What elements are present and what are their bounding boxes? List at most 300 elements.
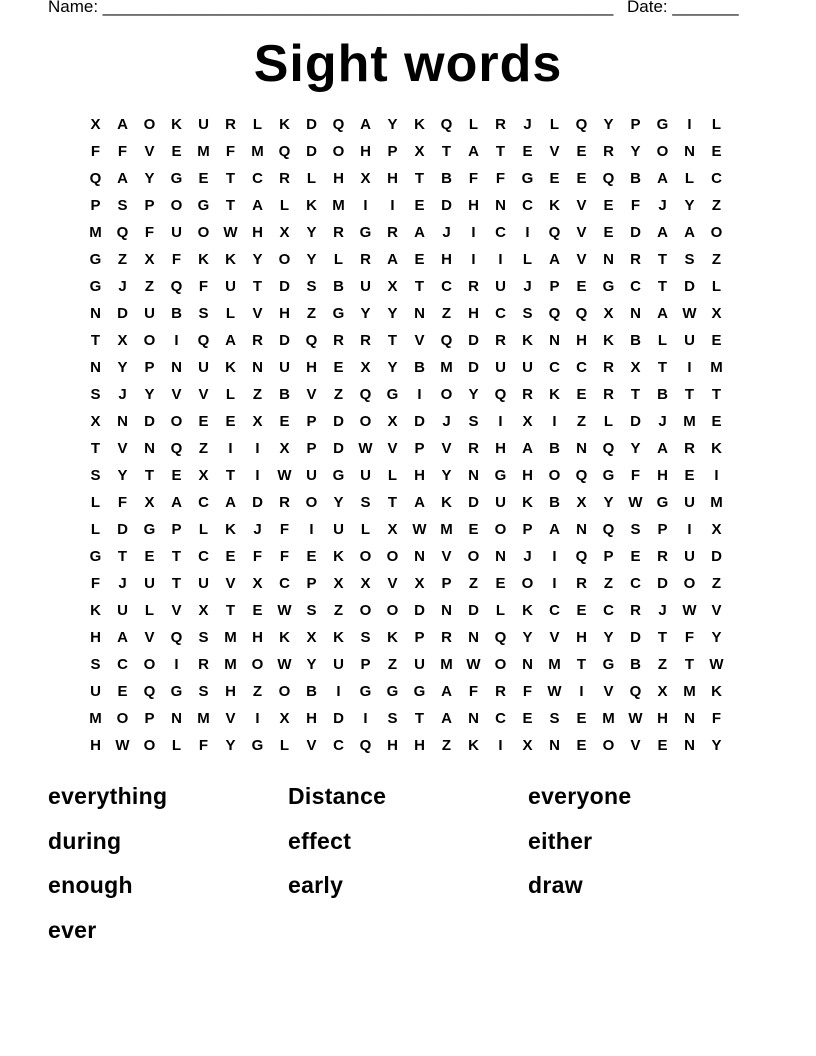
grid-letter: A: [117, 629, 128, 646]
grid-letter: J: [118, 575, 127, 592]
grid-letter: T: [117, 548, 128, 565]
grid-letter: W: [682, 602, 697, 619]
grid-letter: D: [306, 116, 317, 133]
word-list-item: everything: [48, 783, 168, 809]
grid-letter: R: [333, 332, 344, 349]
grid-letter: L: [711, 278, 722, 295]
grid-letter: Z: [198, 440, 209, 457]
grid-letter: E: [684, 467, 695, 484]
grid-letter: T: [657, 251, 668, 268]
grid-letter: U: [198, 575, 209, 592]
grid-letter: V: [711, 602, 722, 619]
grid-letter: R: [468, 278, 479, 295]
grid-letter: B: [414, 359, 425, 376]
grid-letter: W: [115, 737, 130, 754]
grid-letter: B: [171, 305, 182, 322]
grid-letter: M: [710, 494, 723, 511]
grid-letter: Z: [468, 575, 479, 592]
grid-letter: X: [279, 440, 290, 457]
grid-letter: G: [602, 656, 615, 673]
grid-letter: Y: [468, 386, 479, 403]
word-list-item: draw: [528, 872, 583, 898]
grid-letter: Y: [711, 737, 722, 754]
grid-letter: T: [630, 386, 641, 403]
grid-letter: U: [360, 278, 371, 295]
grid-letter: Y: [603, 116, 614, 133]
grid-letter: I: [255, 440, 260, 457]
grid-letter: N: [441, 602, 452, 619]
grid-letter: Q: [602, 170, 615, 187]
grid-letter: E: [117, 683, 128, 700]
grid-letter: K: [522, 602, 533, 619]
grid-letter: N: [90, 305, 101, 322]
grid-letter: I: [552, 548, 557, 565]
grid-letter: I: [525, 224, 530, 241]
grid-letter: S: [549, 710, 560, 727]
grid-letter: C: [495, 224, 506, 241]
grid-letter: E: [252, 602, 263, 619]
grid-letter: Y: [306, 224, 317, 241]
grid-letter: N: [468, 467, 479, 484]
grid-letter: T: [414, 710, 425, 727]
grid-letter: Q: [305, 332, 318, 349]
grid-letter: X: [90, 413, 101, 430]
grid-letter: B: [630, 656, 641, 673]
grid-letter: K: [522, 494, 533, 511]
grid-letter: X: [711, 305, 722, 322]
grid-letter: Y: [684, 197, 695, 214]
grid-letter: C: [198, 548, 209, 565]
grid-letter: H: [225, 683, 236, 700]
grid-letter: H: [657, 710, 668, 727]
grid-letter: X: [252, 413, 263, 430]
grid-letter: R: [603, 143, 614, 160]
grid-letter: F: [468, 170, 479, 187]
grid-letter: U: [333, 521, 344, 538]
grid-letter: K: [225, 251, 236, 268]
grid-letter: Z: [711, 575, 722, 592]
grid-letter: L: [252, 116, 263, 133]
grid-letter: H: [252, 224, 263, 241]
grid-letter: J: [442, 224, 451, 241]
grid-letter: S: [684, 251, 695, 268]
grid-letter: T: [711, 386, 722, 403]
grid-letter: C: [603, 602, 614, 619]
grid-letter: E: [711, 143, 722, 160]
grid-letter: S: [198, 683, 209, 700]
grid-letter: Y: [441, 467, 452, 484]
grid-letter: K: [279, 629, 290, 646]
worksheet-title: Sight words: [253, 35, 563, 93]
grid-letter: F: [198, 737, 209, 754]
grid-letter: Q: [278, 143, 291, 160]
grid-letter: K: [225, 359, 236, 376]
grid-letter: T: [144, 467, 155, 484]
grid-letter: V: [252, 305, 263, 322]
grid-letter: R: [360, 251, 371, 268]
grid-letter: Q: [143, 683, 156, 700]
grid-letter: R: [495, 332, 506, 349]
grid-letter: H: [90, 629, 101, 646]
grid-letter: M: [224, 629, 237, 646]
grid-letter: R: [603, 359, 614, 376]
grid-letter: K: [441, 494, 452, 511]
grid-letter: U: [495, 494, 506, 511]
grid-letter: U: [495, 359, 506, 376]
grid-letter: I: [498, 737, 503, 754]
grid-letter: A: [387, 251, 398, 268]
grid-letter: X: [522, 737, 533, 754]
grid-letter: I: [714, 467, 719, 484]
grid-letter: Q: [602, 440, 615, 457]
grid-letter: T: [225, 602, 236, 619]
grid-letter: C: [198, 494, 209, 511]
grid-letter: C: [495, 710, 506, 727]
grid-letter: P: [549, 278, 560, 295]
grid-letter: X: [90, 116, 101, 133]
grid-letter: O: [116, 710, 129, 727]
grid-letter: Y: [387, 116, 398, 133]
grid-letter: G: [89, 251, 102, 268]
grid-letter: G: [413, 683, 426, 700]
grid-letter: V: [576, 197, 587, 214]
grid-letter: N: [90, 359, 101, 376]
grid-letter: G: [251, 737, 264, 754]
grid-letter: V: [576, 251, 587, 268]
grid-letter: U: [144, 575, 155, 592]
grid-letter: J: [253, 521, 262, 538]
grid-letter: O: [656, 143, 669, 160]
grid-letter: S: [90, 656, 101, 673]
grid-letter: R: [225, 116, 236, 133]
grid-letter: Q: [197, 332, 210, 349]
grid-letter: T: [252, 278, 263, 295]
grid-letter: P: [90, 197, 101, 214]
grid-letter: W: [358, 440, 373, 457]
grid-letter: E: [657, 737, 668, 754]
grid-letter: A: [657, 224, 668, 241]
grid-letter: F: [711, 710, 722, 727]
grid-letter: D: [468, 602, 479, 619]
grid-letter: B: [630, 332, 641, 349]
grid-letter: F: [630, 467, 641, 484]
grid-letter: I: [363, 197, 368, 214]
grid-letter: A: [414, 494, 425, 511]
grid-letter: K: [333, 548, 344, 565]
grid-letter: Y: [630, 143, 641, 160]
grid-letter: E: [522, 710, 533, 727]
grid-letter: O: [143, 656, 156, 673]
grid-letter: Y: [333, 494, 344, 511]
grid-letter: C: [549, 359, 560, 376]
grid-letter: V: [117, 440, 128, 457]
grid-letter: A: [441, 710, 452, 727]
grid-letter: K: [549, 197, 560, 214]
grid-letter: D: [414, 602, 425, 619]
grid-letter: L: [306, 170, 317, 187]
grid-letter: W: [547, 683, 562, 700]
grid-letter: E: [414, 197, 425, 214]
grid-letter: X: [198, 602, 209, 619]
grid-letter: Y: [306, 656, 317, 673]
grid-letter: V: [630, 737, 641, 754]
grid-letter: O: [494, 521, 507, 538]
grid-letter: L: [279, 737, 290, 754]
grid-letter: S: [90, 386, 101, 403]
grid-letter: R: [333, 224, 344, 241]
grid-letter: Y: [711, 629, 722, 646]
grid-letter: O: [332, 143, 345, 160]
grid-letter: Z: [333, 386, 344, 403]
grid-letter: Q: [440, 116, 453, 133]
grid-letter: B: [333, 278, 344, 295]
grid-letter: W: [628, 710, 643, 727]
grid-letter: M: [251, 143, 264, 160]
grid-letter: J: [658, 413, 667, 430]
grid-letter: C: [252, 170, 263, 187]
grid-letter: D: [144, 413, 155, 430]
grid-letter: H: [279, 305, 290, 322]
grid-letter: Q: [575, 116, 588, 133]
grid-letter: C: [711, 170, 722, 187]
grid-letter: Y: [387, 305, 398, 322]
grid-letter: U: [198, 116, 209, 133]
grid-letter: V: [144, 143, 155, 160]
grid-letter: P: [441, 575, 452, 592]
grid-letter: Y: [603, 494, 614, 511]
grid-letter: N: [684, 143, 695, 160]
grid-letter: G: [602, 278, 615, 295]
grid-letter: C: [522, 197, 533, 214]
grid-letter: Z: [441, 737, 452, 754]
grid-letter: Q: [575, 548, 588, 565]
grid-letter: E: [711, 413, 722, 430]
grid-letter: R: [495, 116, 506, 133]
grid-letter: G: [143, 521, 156, 538]
grid-letter: Q: [359, 386, 372, 403]
grid-letter: L: [549, 116, 560, 133]
grid-letter: W: [412, 521, 427, 538]
grid-letter: U: [684, 548, 695, 565]
grid-letter: V: [441, 548, 452, 565]
grid-letter: H: [333, 170, 344, 187]
grid-letter: G: [656, 116, 669, 133]
grid-letter: F: [198, 278, 209, 295]
grid-letter: O: [278, 251, 291, 268]
grid-letter: E: [333, 359, 344, 376]
grid-letter: R: [441, 629, 452, 646]
grid-letter: N: [576, 521, 587, 538]
grid-letter: Y: [387, 359, 398, 376]
grid-letter: B: [279, 386, 290, 403]
grid-letter: W: [223, 224, 238, 241]
grid-letter: N: [684, 737, 695, 754]
grid-letter: F: [495, 170, 506, 187]
grid-letter: H: [576, 629, 587, 646]
grid-letter: M: [602, 710, 615, 727]
grid-letter: X: [117, 332, 128, 349]
grid-letter: K: [90, 602, 101, 619]
grid-letter: A: [171, 494, 182, 511]
grid-letter: E: [603, 197, 614, 214]
grid-letter: X: [387, 521, 398, 538]
grid-letter: D: [279, 278, 290, 295]
grid-letter: H: [252, 629, 263, 646]
grid-letter: Y: [360, 305, 371, 322]
grid-letter: N: [495, 197, 506, 214]
grid-letter: P: [387, 143, 398, 160]
grid-letter: D: [279, 332, 290, 349]
grid-letter: Z: [252, 386, 263, 403]
grid-letter: P: [360, 656, 371, 673]
grid-letter: V: [414, 332, 425, 349]
grid-letter: X: [522, 413, 533, 430]
grid-letter: H: [657, 467, 668, 484]
grid-letter: D: [684, 278, 695, 295]
grid-letter: X: [711, 521, 722, 538]
grid-letter: O: [170, 197, 183, 214]
grid-letter: E: [576, 602, 587, 619]
grid-letter: T: [90, 440, 101, 457]
grid-letter: E: [414, 251, 425, 268]
grid-letter: O: [305, 494, 318, 511]
grid-letter: Y: [252, 251, 263, 268]
grid-letter: Y: [144, 386, 155, 403]
grid-letter: R: [468, 440, 479, 457]
grid-letter: P: [144, 359, 155, 376]
grid-letter: K: [549, 386, 560, 403]
grid-letter: V: [306, 386, 317, 403]
grid-letter: I: [255, 467, 260, 484]
grid-letter: O: [440, 386, 453, 403]
grid-letter: U: [522, 359, 533, 376]
grid-letter: V: [576, 224, 587, 241]
grid-letter: E: [711, 332, 722, 349]
grid-letter: C: [117, 656, 128, 673]
grid-letter: T: [657, 359, 668, 376]
grid-letter: E: [576, 278, 587, 295]
grid-letter: K: [171, 116, 182, 133]
grid-letter: B: [630, 170, 641, 187]
grid-letter: E: [549, 170, 560, 187]
grid-letter: O: [359, 548, 372, 565]
grid-letter: L: [279, 197, 290, 214]
grid-letter: D: [468, 494, 479, 511]
grid-letter: H: [360, 143, 371, 160]
grid-letter: E: [576, 386, 587, 403]
grid-letter: M: [548, 656, 561, 673]
grid-letter: U: [684, 332, 695, 349]
grid-letter: Y: [117, 467, 128, 484]
grid-letter: C: [441, 278, 452, 295]
grid-letter: J: [658, 602, 667, 619]
grid-letter: P: [630, 116, 641, 133]
grid-letter: K: [603, 332, 614, 349]
grid-letter: E: [495, 575, 506, 592]
grid-letter: G: [359, 224, 372, 241]
name-field-line: Name: ______________________________________________________: [48, 0, 614, 16]
grid-letter: G: [170, 683, 183, 700]
grid-letter: I: [363, 710, 368, 727]
grid-letter: L: [657, 332, 668, 349]
grid-letter: D: [630, 224, 641, 241]
word-list-item: ever: [48, 916, 97, 943]
grid-letter: D: [711, 548, 722, 565]
grid-letter: S: [522, 305, 533, 322]
grid-letter: R: [387, 224, 398, 241]
grid-letter: Y: [117, 359, 128, 376]
grid-letter: M: [440, 359, 453, 376]
grid-letter: F: [90, 143, 101, 160]
grid-letter: D: [117, 305, 128, 322]
grid-letter: V: [171, 602, 182, 619]
grid-letter: S: [306, 602, 317, 619]
grid-letter: X: [144, 251, 155, 268]
grid-letter: H: [576, 332, 587, 349]
grid-letter: O: [602, 737, 615, 754]
grid-letter: W: [466, 656, 481, 673]
grid-letter: V: [603, 683, 614, 700]
word-list-item: enough: [48, 872, 133, 898]
grid-letter: X: [603, 305, 614, 322]
grid-letter: Z: [252, 683, 263, 700]
grid-letter: H: [468, 197, 479, 214]
grid-letter: L: [360, 521, 371, 538]
grid-letter: F: [117, 143, 128, 160]
grid-letter: L: [495, 602, 506, 619]
grid-letter: A: [252, 197, 263, 214]
grid-letter: J: [658, 197, 667, 214]
grid-letter: V: [441, 440, 452, 457]
grid-letter: F: [630, 197, 641, 214]
grid-letter: Q: [359, 737, 372, 754]
grid-letter: Z: [711, 251, 722, 268]
grid-letter: S: [360, 494, 371, 511]
grid-letter: M: [224, 656, 237, 673]
grid-letter: H: [522, 467, 533, 484]
grid-letter: I: [498, 251, 503, 268]
grid-letter: O: [197, 224, 210, 241]
grid-letter: C: [279, 575, 290, 592]
grid-letter: A: [549, 521, 560, 538]
word-list-item: early: [288, 872, 344, 898]
grid-letter: L: [90, 494, 101, 511]
grid-letter: J: [118, 278, 127, 295]
grid-letter: N: [603, 251, 614, 268]
grid-letter: L: [603, 413, 614, 430]
grid-letter: P: [144, 197, 155, 214]
grid-letter: T: [225, 197, 236, 214]
grid-letter: F: [225, 143, 236, 160]
grid-letter: D: [414, 413, 425, 430]
grid-letter: T: [576, 656, 587, 673]
grid-letter: G: [494, 467, 507, 484]
grid-letter: O: [467, 548, 480, 565]
grid-letter: R: [684, 440, 695, 457]
date-field-line: Date: _______: [627, 0, 739, 16]
word-search-grid: [82, 111, 730, 759]
grid-letter: V: [306, 737, 317, 754]
grid-letter: X: [387, 413, 398, 430]
grid-letter: H: [414, 737, 425, 754]
grid-letter: O: [359, 413, 372, 430]
grid-letter: X: [252, 575, 263, 592]
grid-letter: A: [657, 305, 668, 322]
grid-letter: Q: [170, 629, 183, 646]
grid-letter: D: [306, 143, 317, 160]
grid-letter: X: [387, 278, 398, 295]
grid-letter: W: [277, 602, 292, 619]
